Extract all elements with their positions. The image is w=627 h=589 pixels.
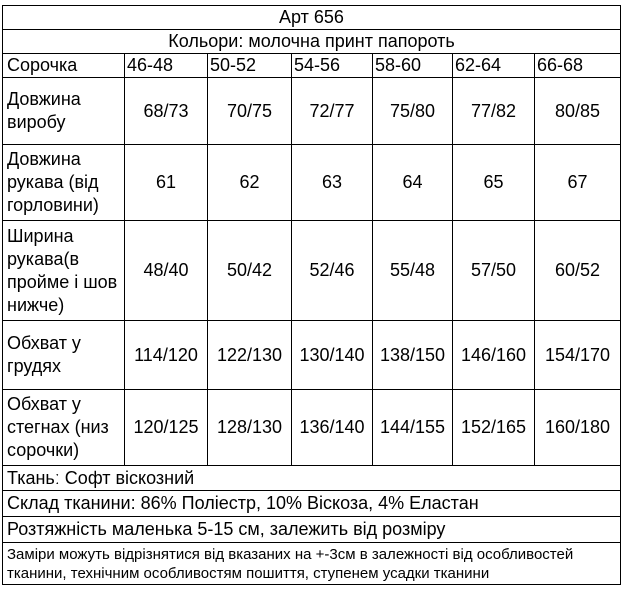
colors-row bbox=[3, 30, 621, 54]
table-cell: 80/85 bbox=[535, 78, 621, 145]
table-cell: 52/46 bbox=[292, 221, 373, 321]
table-cell: 48/40 bbox=[125, 221, 208, 321]
column-header-size: 58-60 bbox=[373, 54, 453, 78]
table-cell: 138/150 bbox=[373, 321, 453, 390]
composition-text: Склад тканини: 86% Поліестр, 10% Віскоза, 4% Еластан bbox=[3, 491, 621, 517]
table-cell: 61 bbox=[125, 145, 208, 221]
table-cell: 63 bbox=[292, 145, 373, 221]
table-row bbox=[3, 221, 621, 321]
composition-row bbox=[3, 491, 621, 517]
table-row bbox=[3, 321, 621, 390]
column-header-size: 54-56 bbox=[292, 54, 373, 78]
table-cell: 152/165 bbox=[453, 390, 535, 466]
column-header-size: 46-48 bbox=[125, 54, 208, 78]
table-row bbox=[3, 145, 621, 221]
table-cell: 120/125 bbox=[125, 390, 208, 466]
table-cell: 77/82 bbox=[453, 78, 535, 145]
row-label: Обхват у грудях bbox=[3, 321, 125, 390]
column-header-size: 50-52 bbox=[208, 54, 292, 78]
table-cell: 130/140 bbox=[292, 321, 373, 390]
table-cell: 50/42 bbox=[208, 221, 292, 321]
colors-title: Кольори: молочна принт папороть bbox=[3, 30, 621, 54]
article-title: Арт 656 bbox=[3, 6, 621, 30]
measurement-note: Заміри можуть відрізнятися від вказаних на +-3см в залежності від особливостей тканини, технічним особливостям пошиття, ступенем усадки тканини bbox=[3, 543, 621, 585]
table-row bbox=[3, 78, 621, 145]
table-cell: 72/77 bbox=[292, 78, 373, 145]
table-cell: 70/75 bbox=[208, 78, 292, 145]
note-row bbox=[3, 543, 621, 585]
table-cell: 144/155 bbox=[373, 390, 453, 466]
table-cell: 68/73 bbox=[125, 78, 208, 145]
table-cell: 75/80 bbox=[373, 78, 453, 145]
row-label: Ширина рукава(в пройме і шов нижче) bbox=[3, 221, 125, 321]
row-label: Довжина виробу bbox=[3, 78, 125, 145]
fabric-text: Тканьː Софт віскозний bbox=[3, 466, 621, 491]
table-cell: 154/170 bbox=[535, 321, 621, 390]
column-header-size: 62-64 bbox=[453, 54, 535, 78]
stretch-text: Розтяжність маленька 5-15 см, залежить від розміру bbox=[3, 517, 621, 543]
column-header-size: 66-68 bbox=[535, 54, 621, 78]
size-header-row bbox=[3, 54, 621, 78]
table-cell: 114/120 bbox=[125, 321, 208, 390]
article-row bbox=[3, 6, 621, 30]
column-header-product: Сорочка bbox=[3, 54, 125, 78]
table-cell: 55/48 bbox=[373, 221, 453, 321]
table-cell: 136/140 bbox=[292, 390, 373, 466]
table-cell: 160/180 bbox=[535, 390, 621, 466]
stretch-row bbox=[3, 517, 621, 543]
table-row bbox=[3, 390, 621, 466]
table-cell: 122/130 bbox=[208, 321, 292, 390]
size-chart-table bbox=[2, 5, 621, 585]
table-cell: 128/130 bbox=[208, 390, 292, 466]
table-cell: 60/52 bbox=[535, 221, 621, 321]
row-label: Обхват у стегнах (низ сорочки) bbox=[3, 390, 125, 466]
table-cell: 146/160 bbox=[453, 321, 535, 390]
table-cell: 67 bbox=[535, 145, 621, 221]
table-cell: 57/50 bbox=[453, 221, 535, 321]
table-cell: 64 bbox=[373, 145, 453, 221]
fabric-row bbox=[3, 466, 621, 491]
table-cell: 65 bbox=[453, 145, 535, 221]
row-label: Довжина рукава (від горловини) bbox=[3, 145, 125, 221]
table-cell: 62 bbox=[208, 145, 292, 221]
